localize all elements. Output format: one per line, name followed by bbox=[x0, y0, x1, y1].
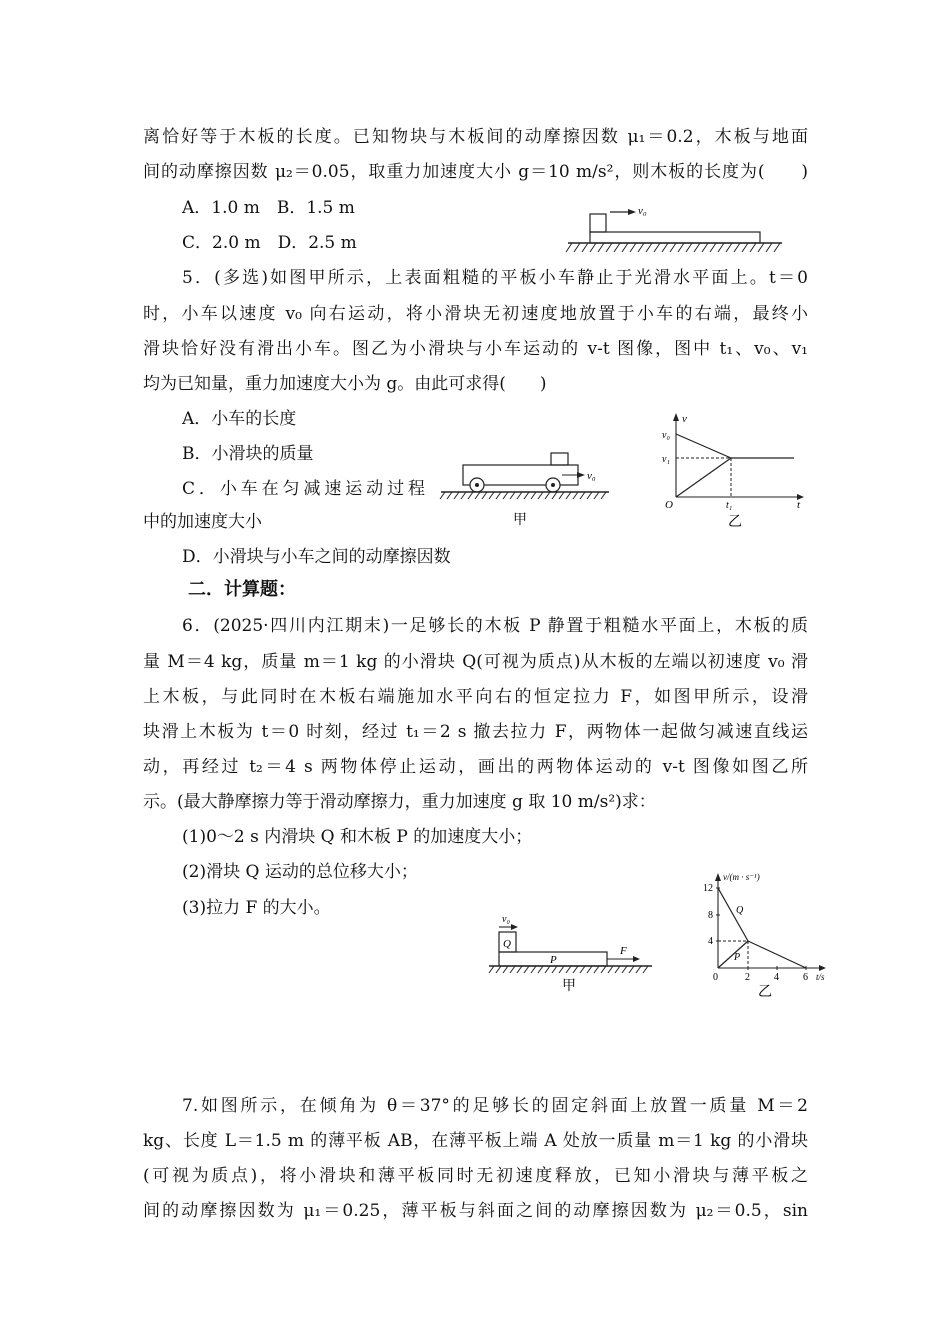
y-axis-arrow-icon bbox=[715, 873, 721, 881]
q5-cart-figure bbox=[435, 448, 615, 530]
x-axis-arrow-icon bbox=[819, 965, 826, 971]
q5-option-c-line-1: C．小车在匀减速运动过程 bbox=[182, 479, 425, 499]
ground-hatching bbox=[566, 243, 780, 252]
p-label: P bbox=[550, 954, 557, 966]
q5-line-1: 5．(多选)如图甲所示，上表面粗糙的平板小车静止于光滑水平面上。t＝0 bbox=[182, 268, 808, 288]
figure-caption-yi: 乙 bbox=[758, 985, 772, 1000]
v0-label: v₀ bbox=[587, 470, 596, 482]
t1-tick-label: t₁ bbox=[726, 500, 733, 511]
slider-block bbox=[551, 453, 568, 465]
x-tick-6: 6 bbox=[803, 972, 808, 983]
x-axis-label: t/s bbox=[816, 972, 825, 982]
q7-line-4: 间的动摩擦因数为 μ₁＝0.25，薄平板与斜面之间的动摩擦因数为 μ₂＝0.5，sin bbox=[143, 1201, 808, 1221]
p-curve-label: P bbox=[734, 952, 741, 963]
figure-caption-jia: 甲 bbox=[513, 513, 527, 528]
q4-options-cd: C．2.0 m D．2.5 m bbox=[182, 233, 357, 253]
figure-caption-jia: 甲 bbox=[562, 979, 576, 994]
q-velocity-line bbox=[718, 888, 748, 941]
q5-option-a: A．小车的长度 bbox=[182, 409, 297, 429]
q6-board-figure bbox=[482, 910, 662, 995]
y-tick-12: 12 bbox=[703, 883, 713, 894]
common-velocity-line bbox=[748, 941, 806, 968]
f-label: F bbox=[620, 945, 627, 957]
x-tick-0: 0 bbox=[713, 972, 718, 983]
y-tick-4: 4 bbox=[708, 936, 713, 947]
q5-line-3: 滑块恰好没有滑出小车。图乙为小滑块与小车运动的 v-t 图像，图中 t₁、v₀、v₁ bbox=[143, 339, 808, 359]
v0-tick-label: v₀ bbox=[662, 430, 670, 441]
q6-sub-question-3: (3)拉力 F 的大小。 bbox=[182, 898, 331, 918]
q4-line-2: 间的动摩擦因数 μ₂＝0.05，取重力加速度大小 g＝10 m/s²，则木板的长度为( ) bbox=[143, 162, 808, 182]
y-tick-8: 8 bbox=[708, 910, 713, 921]
q4-options-ab: A．1.0 m B．1.5 m bbox=[182, 198, 355, 218]
q6-line-3: 上木板，与此同时在木板右端施加水平向右的恒定拉力 F，如图甲所示，设滑 bbox=[143, 687, 808, 707]
block bbox=[590, 214, 606, 232]
q4-board-figure bbox=[560, 198, 790, 260]
q5-option-c-line-2: 中的加速度大小 bbox=[143, 512, 262, 532]
p-velocity-line bbox=[718, 941, 748, 968]
q5-line-2: 时，小车以速度 v₀ 向右运动，将小滑块无初速度地放置于小车的右端，最终小 bbox=[143, 304, 808, 324]
q6-sub-question-2: (2)滑块 Q 运动的总位移大小； bbox=[182, 862, 418, 882]
arrow-right-icon bbox=[511, 924, 518, 930]
q7-line-1: 7.如图所示，在倾角为 θ＝37°的足够长的固定斜面上放置一质量 M＝2 bbox=[182, 1096, 808, 1116]
q5-option-b: B．小滑块的质量 bbox=[182, 444, 314, 464]
slider-velocity-line bbox=[676, 458, 731, 497]
x-tick-4: 4 bbox=[774, 972, 779, 983]
ground-hatching bbox=[440, 492, 606, 499]
q6-line-2: 量 M＝4 kg，质量 m＝1 kg 的小滑块 Q(可视为质点)从木板的左端以初速度 v₀ 滑 bbox=[143, 652, 808, 672]
v0-label: v₀ bbox=[638, 205, 647, 217]
arrow-right-icon bbox=[628, 209, 636, 215]
y-axis-arrow-icon bbox=[673, 413, 679, 421]
q-label: Q bbox=[503, 938, 511, 950]
q5-line-4: 均为已知量，重力加速度大小为 g。由此可求得( ) bbox=[143, 374, 547, 394]
section-heading: 二．计算题： bbox=[188, 579, 296, 600]
origin-label: O bbox=[665, 499, 673, 511]
y-axis-label: v bbox=[682, 413, 687, 425]
q6-line-4: 块滑上木板为 t＝0 时刻，经过 t₁＝2 s 撤去拉力 F，两物体一起做匀减速直线运 bbox=[143, 722, 808, 742]
cart-velocity-line bbox=[676, 434, 731, 458]
force-arrow-icon bbox=[633, 956, 640, 962]
x-axis-label: t bbox=[797, 499, 801, 511]
y-axis-label: v/(m · s⁻¹) bbox=[723, 872, 760, 882]
q7-line-2: kg、长度 L＝1.5 m 的薄平板 AB，在薄平板上端 A 处放一质量 m＝1 kg 的小滑块 bbox=[143, 1131, 808, 1151]
v0-label: v₀ bbox=[502, 914, 510, 925]
board bbox=[590, 232, 760, 243]
x-tick-2: 2 bbox=[745, 972, 750, 983]
q6-line-5: 动，再经过 t₂＝4 s 两物体停止运动，画出的两物体运动的 v-t 图像如图乙所 bbox=[143, 757, 808, 777]
q5-option-d: D．小滑块与小车之间的动摩擦因数 bbox=[182, 547, 451, 567]
q-curve-label: Q bbox=[736, 905, 744, 916]
q6-vt-graph bbox=[700, 868, 840, 998]
arrow-right-icon bbox=[577, 472, 585, 478]
q4-line-1: 离恰好等于木板的长度。已知物块与木板间的动摩擦因数 μ₁＝0.2，木板与地面 bbox=[143, 127, 808, 147]
q6-line-1: 6．(2025·四川内江期末)一足够长的木板 P 静置于粗糙水平面上，木板的质 bbox=[182, 616, 808, 636]
q6-line-6: 示。(最大静摩擦力等于滑动摩擦力，重力加速度 g 取 10 m/s²)求： bbox=[143, 792, 656, 812]
q6-sub-question-1: (1)0～2 s 内滑块 Q 和木板 P 的加速度大小； bbox=[182, 827, 533, 847]
q7-line-3: (可视为质点)，将小滑块和薄平板同时无初速度释放，已知小滑块与薄平板之 bbox=[143, 1166, 808, 1186]
q5-vt-graph bbox=[660, 410, 810, 535]
v1-tick-label: v₁ bbox=[662, 454, 670, 465]
figure-caption-yi: 乙 bbox=[728, 515, 742, 530]
ground-hatching bbox=[489, 966, 648, 973]
